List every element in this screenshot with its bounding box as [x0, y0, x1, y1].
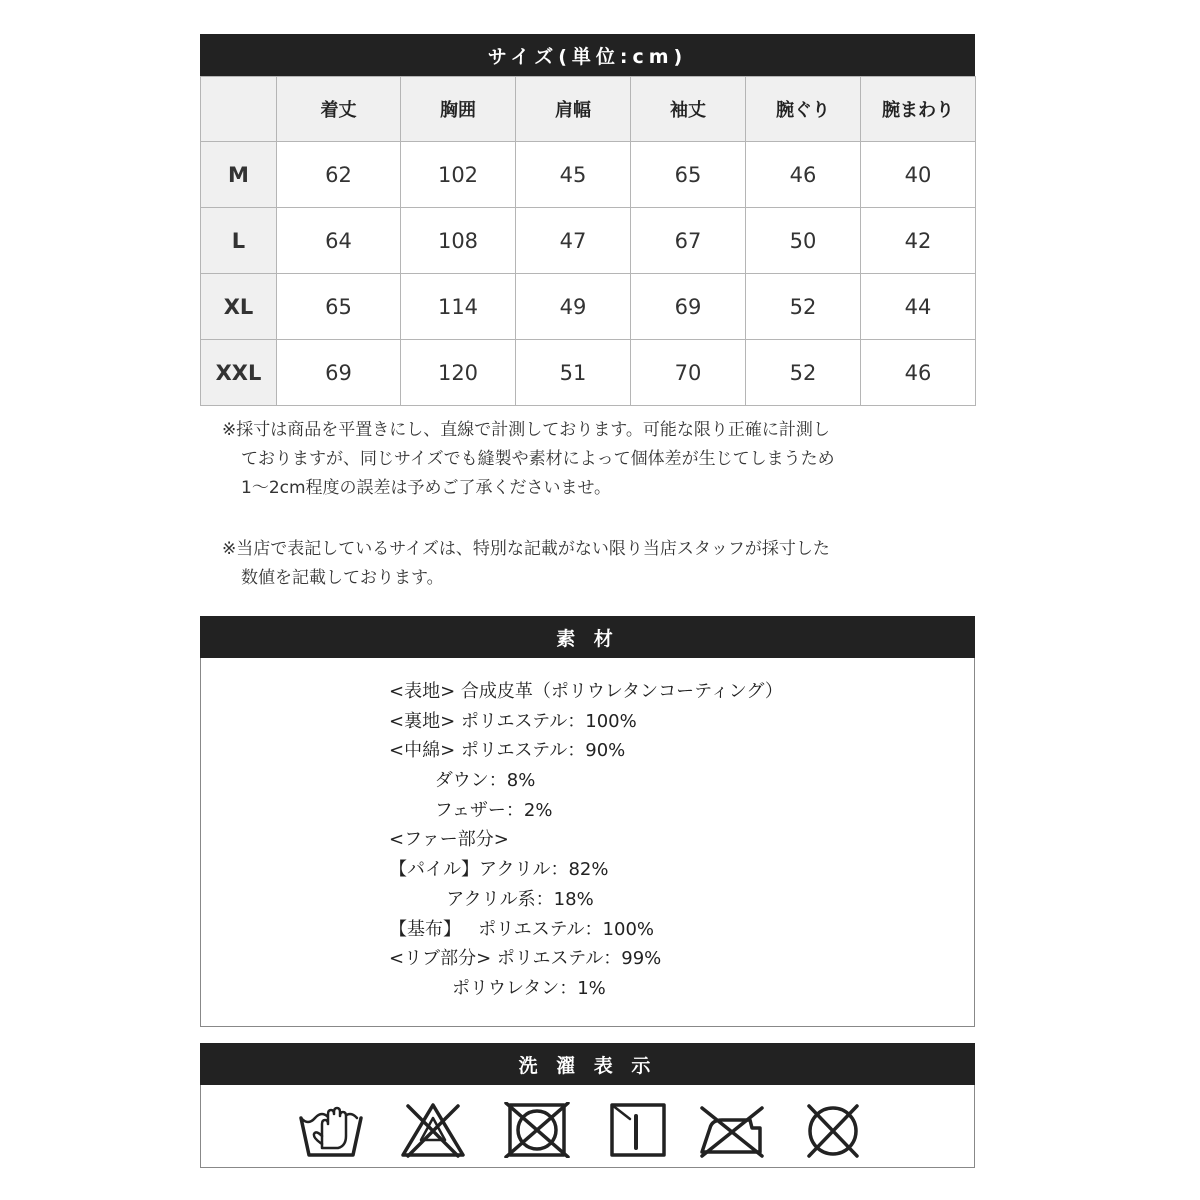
table-cell: 40: [861, 142, 976, 208]
table-cell: 52: [746, 340, 861, 406]
note-line: ※採寸は商品を平置きにし、直線で計測しております。可能な限り正確に計測し: [222, 420, 830, 440]
table-cell: 67: [631, 208, 746, 274]
table-cell: 46: [861, 340, 976, 406]
note-line: 数値を記載しております。: [241, 568, 444, 588]
material-line: 【基布】 ポリエステル：100%: [389, 918, 655, 940]
no-bleach-icon: [400, 1102, 466, 1158]
note-line: ておりますが、同じサイズでも縫製や素材によって個体差が生じてしまうため: [241, 449, 835, 469]
column-header-shoulder: 肩幅: [516, 77, 631, 142]
measurement-note: [222, 416, 835, 503]
table-cell: 49: [516, 274, 631, 340]
column-header-size: [201, 77, 277, 142]
table-cell: 46: [746, 142, 861, 208]
size-label: XL: [201, 274, 277, 340]
table-cell: 70: [631, 340, 746, 406]
size-label: L: [201, 208, 277, 274]
drip-dry-shade-icon: [606, 1102, 672, 1158]
column-header-armhole: 腕ぐり: [746, 77, 861, 142]
material-section-title: 素 材: [556, 627, 619, 650]
table-cell: 52: [746, 274, 861, 340]
material-line: <中綿> ポリエステル：90%: [389, 740, 626, 762]
material-line: ダウン：8%: [389, 770, 536, 792]
material-section-header: [200, 616, 975, 658]
material-list: [389, 677, 783, 1004]
hand-wash-icon: [298, 1102, 364, 1158]
material-line: アクリル系：18%: [389, 888, 594, 910]
table-cell: 47: [516, 208, 631, 274]
no-iron-icon: [700, 1102, 766, 1158]
material-line: <裏地> ポリエステル：100%: [389, 710, 637, 732]
table-cell: 65: [631, 142, 746, 208]
size-table: [200, 76, 976, 406]
size-section-header: [200, 34, 975, 76]
table-cell: 69: [631, 274, 746, 340]
table-cell: 108: [401, 208, 516, 274]
table-row: [201, 142, 976, 208]
column-header-length: 着丈: [277, 77, 401, 142]
note-line: ※当店で表記しているサイズは、特別な記載がない限り当店スタッフが採寸した: [222, 539, 830, 559]
table-cell: 50: [746, 208, 861, 274]
table-cell: 114: [401, 274, 516, 340]
column-header-arm-circumference: 腕まわり: [861, 77, 976, 142]
no-dry-clean-icon: [800, 1102, 866, 1158]
table-cell: 64: [277, 208, 401, 274]
note-line: 1～2cm程度の誤差は予めご了承くださいませ。: [241, 478, 612, 498]
material-line: <表地> 合成皮革（ポリウレタンコーティング）: [389, 681, 783, 702]
size-label: M: [201, 142, 277, 208]
table-cell: 102: [401, 142, 516, 208]
column-header-chest: 胸囲: [401, 77, 516, 142]
size-label: XXL: [201, 340, 277, 406]
material-line: <リブ部分> ポリエステル：99%: [389, 948, 662, 970]
table-cell: 62: [277, 142, 401, 208]
wash-section-header: [200, 1043, 975, 1085]
table-cell: 51: [516, 340, 631, 406]
no-tumble-dry-icon: [504, 1102, 570, 1158]
table-row: [201, 340, 976, 406]
table-cell: 45: [516, 142, 631, 208]
table-cell: 44: [861, 274, 976, 340]
table-cell: 120: [401, 340, 516, 406]
table-cell: 69: [277, 340, 401, 406]
table-header-row: [201, 77, 976, 142]
wash-section-title: 洗 濯 表 示: [518, 1054, 657, 1077]
material-line: 【パイル】アクリル：82%: [389, 859, 609, 881]
table-row: [201, 274, 976, 340]
column-header-sleeve: 袖丈: [631, 77, 746, 142]
table-row: [201, 208, 976, 274]
material-line: ポリウレタン：1%: [389, 977, 606, 999]
table-cell: 42: [861, 208, 976, 274]
size-section-title: サイズ(単位:cm): [487, 45, 688, 68]
material-line: <ファー部分>: [389, 829, 509, 851]
material-line: フェザー：2%: [389, 799, 553, 821]
size-note: [222, 535, 830, 593]
table-cell: 65: [277, 274, 401, 340]
